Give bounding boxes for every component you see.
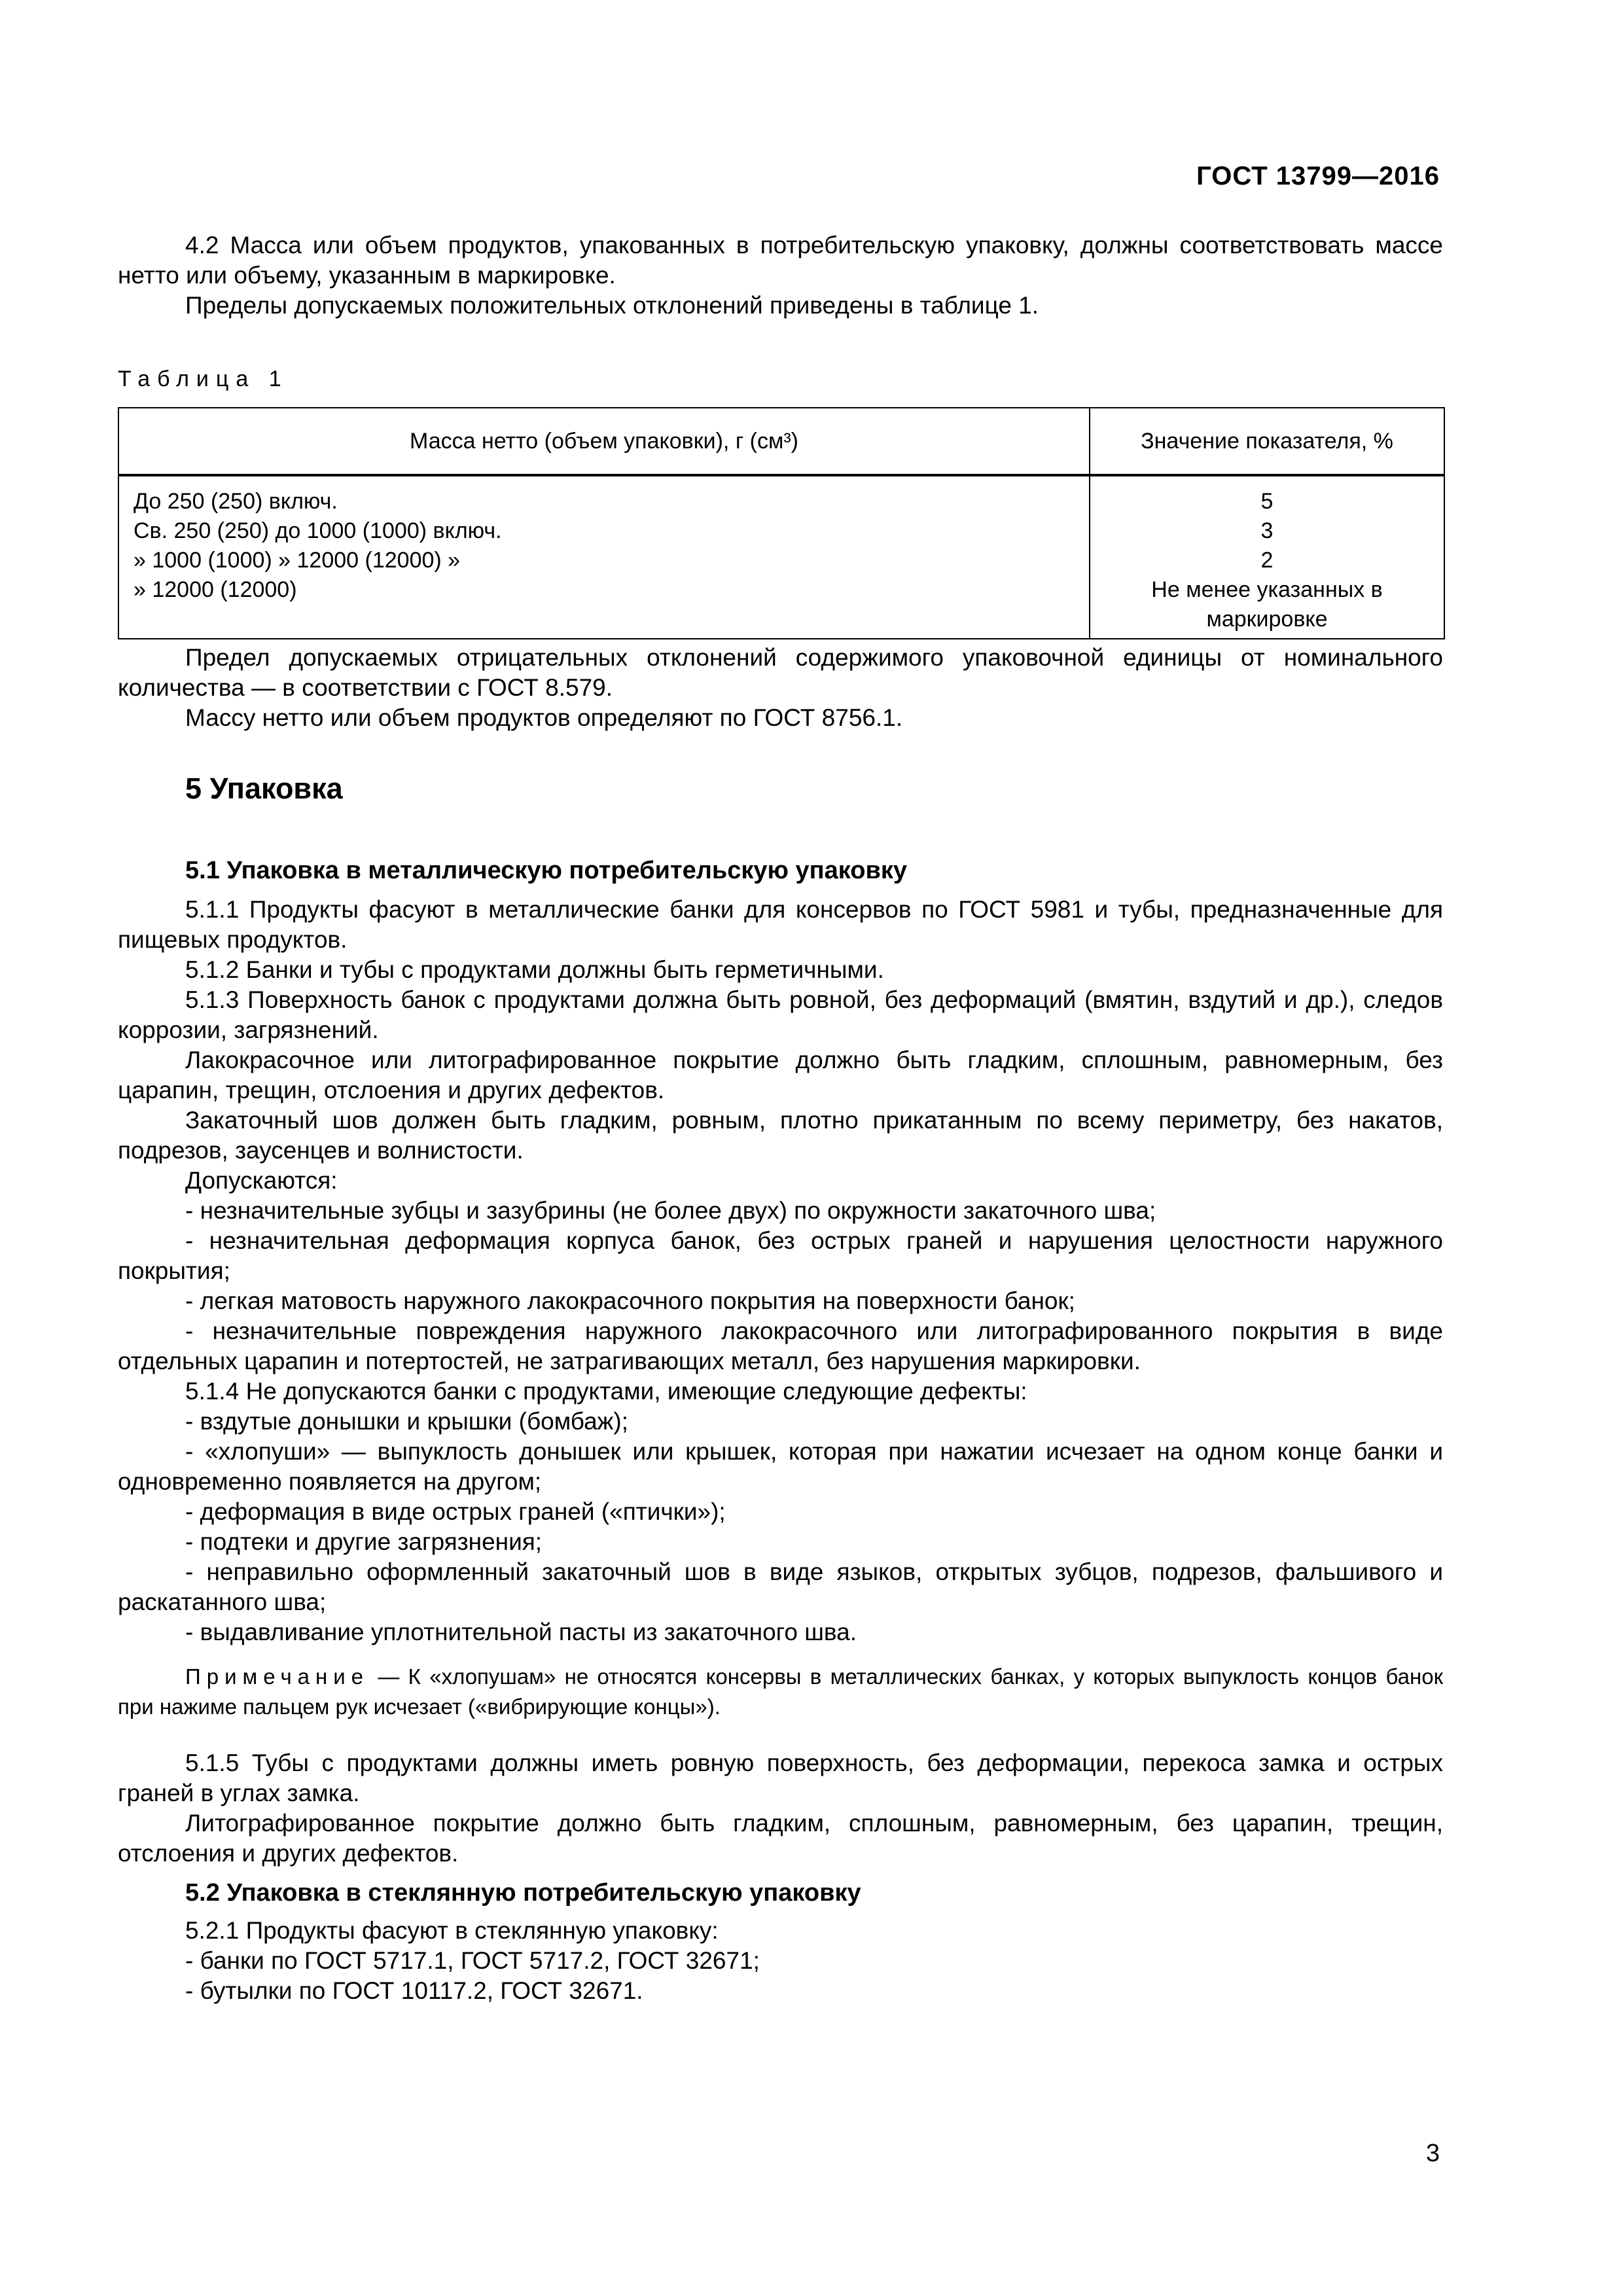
table-cell-value: Не менее указанных в xyxy=(1151,577,1383,602)
note-label: Примечание xyxy=(185,1664,370,1689)
list-item: - незначительные зубцы и зазубрины (не более двух) по окружности закаточного шва; xyxy=(185,1197,1156,1224)
table-cell-mass: » 1000 (1000) » 12000 (12000) » xyxy=(134,548,461,573)
list-item: - неправильно оформленный закаточный шов в виде языков, открытых зубцов, подрезов, фальшивого и раскатанного шва; xyxy=(118,1558,1443,1615)
list-item: - банки по ГОСТ 5717.1, ГОСТ 5717.2, ГОСТ 32671; xyxy=(185,1947,760,1974)
paragraph-5-1-3: 5.1.3 Поверхность банок с продуктами должна быть ровной, без деформаций (вмятин, вздутий и др.), следов коррозии, загрязнений. xyxy=(118,986,1443,1043)
paragraph-paint: Лакокрасочное или литографированное покрытие должно быть гладким, сплошным, равномерным, без царапин, трещин, отслоения и других дефектов. xyxy=(118,1047,1443,1103)
list-item: - «хлопуши» — выпуклость донышек или крышек, которая при нажатии исчезает на одном конце банки и одновременно появляется на другом; xyxy=(118,1438,1443,1495)
table-cell-value: 3 xyxy=(1260,518,1274,543)
section-4-2 xyxy=(118,230,1443,321)
list-item: - деформация в виде острых граней («птички»); xyxy=(185,1498,726,1525)
table-cell-value: 5 xyxy=(1260,489,1274,514)
document-code: ГОСТ 13799—2016 xyxy=(1196,162,1440,190)
table-caption: Таблица 1 xyxy=(118,367,289,391)
paragraph-allowed: Допускаются: xyxy=(185,1167,338,1194)
list-item: - незначительная деформация корпуса банок, без острых граней и нарушения целостности наружного покрытия; xyxy=(118,1227,1443,1284)
after-table-text xyxy=(118,643,1443,733)
list-item: - легкая матовость наружного лакокрасочного покрытия на поверхности банок; xyxy=(185,1287,1075,1314)
paragraph-5-1-5: 5.1.5 Тубы с продуктами должны иметь ровную поверхность, без деформации, перекоса замка и острых граней в углах замка. xyxy=(118,1749,1443,1806)
paragraph-5-1-1: 5.1.1 Продукты фасуют в металлические банки для консервов по ГОСТ 5981 и тубы, предназначенные для пищевых продуктов. xyxy=(118,896,1443,953)
paragraph-deviation-ref: Пределы допускаемых положительных отклонений приведены в таблице 1. xyxy=(185,292,1039,319)
paragraph-litho: Литографированное покрытие должно быть гладким, сплошным, равномерным, без царапин, трещин, отслоения и других дефектов. xyxy=(118,1810,1443,1867)
section-title: 5 Упаковка xyxy=(185,772,343,805)
paragraph-4-2: 4.2 Масса или объем продуктов, упакованных в потребительскую упаковку, должны соответствовать массе нетто или объему, указанным в маркировке. xyxy=(118,232,1443,289)
paragraph-5-1-2: 5.1.2 Банки и тубы с продуктами должны быть герметичными. xyxy=(185,956,884,983)
list-item: - выдавливание уплотнительной пасты из закаточного шва. xyxy=(185,1619,857,1645)
table-column-value xyxy=(1090,475,1444,639)
note xyxy=(118,1662,1443,1722)
table-cell-value: маркировке xyxy=(1206,607,1328,632)
paragraph-negative-deviation: Предел допускаемых отрицательных отклонений содержимого упаковочной единицы от номинального количества — в соответствии с ГОСТ 8.579. xyxy=(118,644,1443,701)
list-item: - незначительные повреждения наружного лакокрасочного или литографированного покрытия в виде отдельных царапин и потертостей, не затрагивающих металл, без нарушения маркировки. xyxy=(118,1318,1443,1374)
paragraph-seam: Закаточный шов должен быть гладким, ровным, плотно прикатанным по всему периметру, без накатов, подрезов, заусенцев и волнистости. xyxy=(118,1107,1443,1164)
table-column-mass xyxy=(118,475,1090,639)
subsection-title: 5.1 Упаковка в металлическую потребительскую упаковку xyxy=(185,857,908,884)
note-text: — К «хлопушам» не относятся консервы в металлических банках, у которых выпуклость концов банок при нажиме пальцем рук исчезает («вибрирующие концы»). xyxy=(118,1664,1444,1719)
section-5 xyxy=(118,774,1443,804)
table-cell-mass: До 250 (250) включ. xyxy=(134,489,338,514)
paragraph-5-1-4: 5.1.4 Не допускаются банки с продуктами, имеющие следующие дефекты: xyxy=(185,1378,1027,1405)
table-cell-value: 2 xyxy=(1260,548,1274,573)
table-cell-mass: » 12000 (12000) xyxy=(134,577,297,602)
list-item: - вздутые донышки и крышки (бомбаж); xyxy=(185,1408,629,1435)
table-cell-mass: Св. 250 (250) до 1000 (1000) включ. xyxy=(134,518,502,543)
section-5-1 xyxy=(118,855,1443,2006)
page-number: 3 xyxy=(1425,2140,1440,2167)
list-item: - бутылки по ГОСТ 10117.2, ГОСТ 32671. xyxy=(185,1977,643,2004)
subsection-title: 5.2 Упаковка в стеклянную потребительскую упаковку xyxy=(185,1879,861,1907)
table-header-mass: Масса нетто (объем упаковки), г (см³) xyxy=(118,408,1090,475)
list-item: - подтеки и другие загрязнения; xyxy=(185,1528,543,1555)
paragraph-5-2-1: 5.2.1 Продукты фасуют в стеклянную упаковку: xyxy=(185,1917,719,1944)
paragraph-net-mass: Массу нетто или объем продуктов определяют по ГОСТ 8756.1. xyxy=(185,704,903,731)
table-header-value: Значение показателя, % xyxy=(1090,408,1444,475)
table-1 xyxy=(118,407,1445,639)
